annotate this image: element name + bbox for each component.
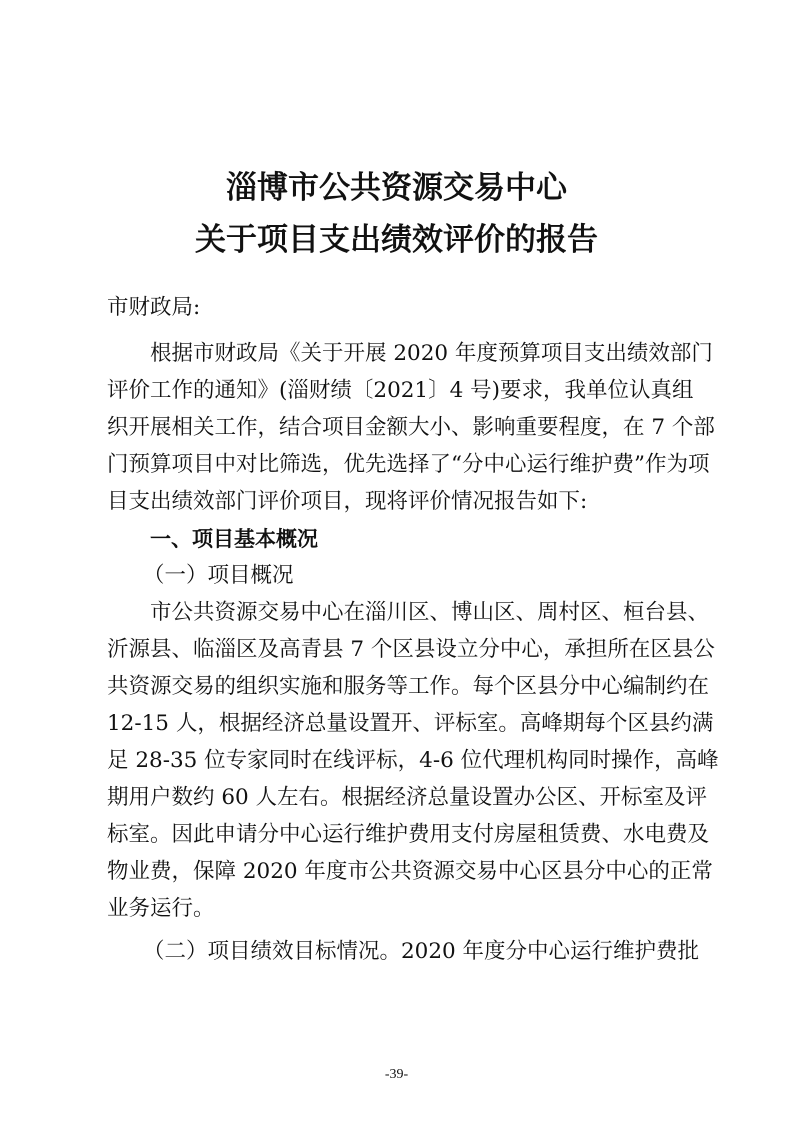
intro-line-4: 门预算项目中对比筛选，优先选择了“分中心运行维护费”作为项 — [107, 452, 710, 477]
intro-line-2: 评价工作的通知》(淄财绩〔2021〕4 号)要求，我单位认真组 — [107, 378, 694, 403]
overview-line-9: 业务运行。 — [107, 896, 215, 921]
subsection-1-heading: （一）项目概况 — [143, 563, 294, 588]
intro-line-3: 织开展相关工作，结合项目金额大小、影响重要程度，在 7 个部 — [107, 415, 715, 440]
overview-line-6: 期用户数约 60 人左右。根据经济总量设置办公区、开标室及评 — [107, 785, 708, 810]
intro-line-5: 目支出绩效部门评价项目，现将评价情况报告如下: — [107, 489, 588, 514]
overview-line-3: 共资源交易的组织实施和服务等工作。每个区县分中心编制约在 — [107, 674, 710, 699]
document-title-line-2: 关于项目支出绩效评价的报告 — [195, 222, 598, 258]
overview-line-1: 市公共资源交易中心在淄川区、博山区、周村区、桓台县、 — [150, 600, 710, 625]
overview-line-4: 12-15 人，根据经济总量设置开、评标室。高峰期每个区县约满 — [107, 711, 714, 736]
overview-line-2: 沂源县、临淄区及高青县 7 个区县设立分中心，承担所在区县公 — [107, 637, 715, 662]
page-number: -39- — [384, 1067, 409, 1082]
overview-line-8: 物业费，保障 2020 年度市公共资源交易中心区县分中心的正常 — [107, 859, 713, 884]
section-1-heading: 一、项目基本概况 — [150, 527, 318, 551]
intro-line-1: 根据市财政局《关于开展 2020 年度预算项目支出绩效部门 — [150, 341, 713, 366]
salutation: 市财政局: — [107, 295, 201, 320]
overview-line-5: 足 28-35 位专家同时在线评标，4-6 位代理机构同时操作，高峰 — [107, 748, 719, 773]
overview-line-7: 标室。因此申请分中心运行维护费用支付房屋租赁费、水电费及 — [107, 822, 710, 847]
document-title-line-1: 淄博市公共资源交易中心 — [226, 170, 567, 206]
subsection-2-line: （二）项目绩效目标情况。2020 年度分中心运行维护费批 — [143, 939, 700, 964]
